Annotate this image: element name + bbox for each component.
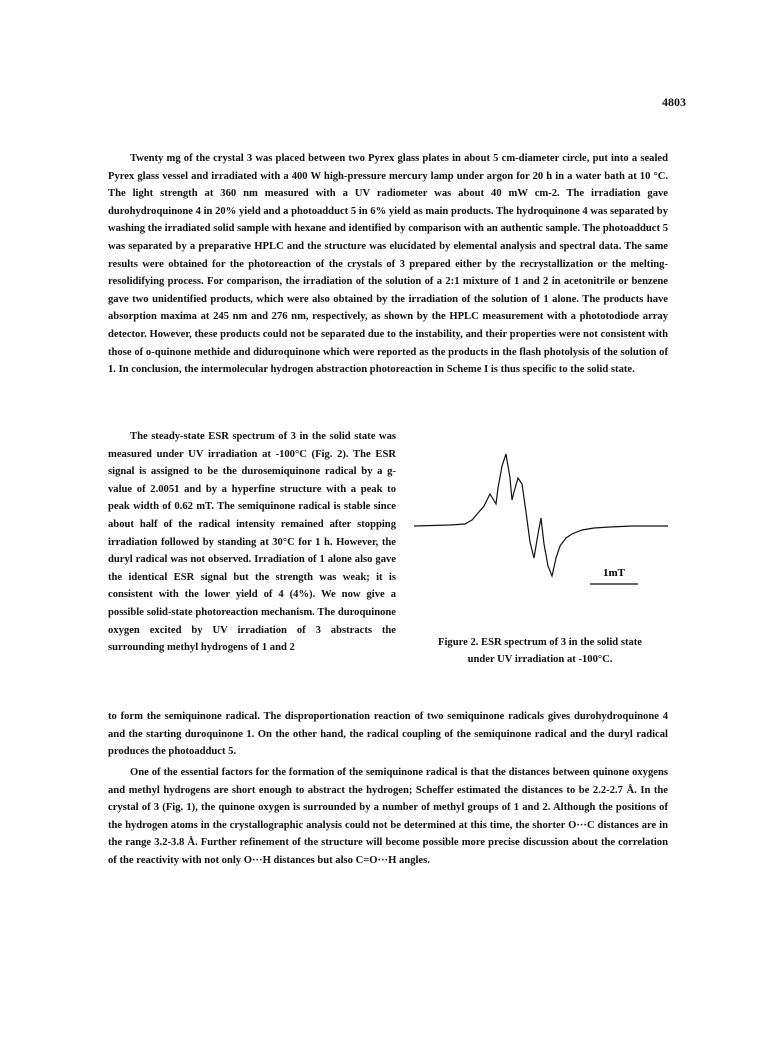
paragraph-2: The steady-state ESR spectrum of 3 in the solid state was measured under UV irradiation at -100°C (Fig. 2). The ESR signal is assigned to be the durosemiquinone radical by a g-value of 2.0051 and by a hyperfine structure with a peak to peak width of 0.62 mT. The semiquinone radical is stable since about half of the radical intensity remained after stopping irradiation followed by standing at 30°C for 1 h. However, the duryl radical was not observed. Irradiation of 1 alone also gave the identical ESR signal but the strength was weak; it is consistent with the lower yield of 4 (4%). We now give a possible solid-state photoreaction mechanism. The duroquinone oxygen excited by UV irradiation of 3 abstracts the surrounding methyl hydrogens of 1 and 2 [108,431,396,654]
scale-label: 1mT [603,567,625,579]
figure-caption [408,634,672,668]
paragraph-1: Twenty mg of the crystal 3 was placed between two Pyrex glass plates in about 5 cm-diameter circle, put into a sealed Pyrex glass vessel and irradiated with a 400 W high-pressure mercury lamp under argon for 20 h in a water bath at 10 °C. The light strength at 360 nm measured with a UV radiometer was about 40 mW cm-2. The irradiation gave durohydroquinone 4 in 20% yield and a photoadduct 5 in 6% yield as main products. The hydroquinone 4 was separated by washing the irradiated solid sample with hexane and identified by comparison with an authentic sample. The photoadduct 5 was separated by a preparative HPLC and the structure was elucidated by elemental analysis and spectral data. The same results were obtained for the photoreaction of the crystals of 3 prepared either by the recrystallization or the melting-resolidifying process. For comparison, the irradiation of the solution of a 2:1 mixture of 1 and 2 in acetonitrile or benzene gave two unidentified products, which were also obtained by the irradiation of the solution of 1 alone. The products have absorption maxima at 245 nm and 276 nm, respectively, as shown by the HPLC measurement with a phototodiode array detector. However, these products could not be separated due to the instability, and their properties were not consistent with those of o-quinone methide and diduroquinone which were reported as the products in the flash photolysis of the solution of 1. In conclusion, the intermolecular hydrogen abstraction photoreaction in Scheme I is thus specific to the solid state. [108,153,668,376]
page-number: 4803 [662,95,686,109]
esr-spectrum-figure [410,448,670,608]
caption-line-1: Figure 2. ESR spectrum of 3 in the solid state [437,637,643,648]
esr-spectrum-plot [410,448,670,608]
esr-spectrum-trace [414,454,668,576]
paragraph-2-continued: to form the semiquinone radical. The disproportionation reaction of two semiquinone radicals gives durohydroquinone 4 and the starting duroquinone 1. On the other hand, the radical coupling of the semiquinone radical and the duryl radical produces the photoadduct 5. [108,711,668,758]
paragraph-3: One of the essential factors for the formation of the semiquinone radical is that the distances between quinone oxygens and methyl hydrogens are short enough to abstract the hydrogen; Scheffer estimated the distances to be 2.2-2.7 Å. In the crystal of 3 (Fig. 1), the quinone oxygen is surrounded by a number of methyl groups of 1 and 2. Although the positions of the hydrogen atoms in the crystallographic analysis could not be determined at this time, the shorter O···C distances are in the range 3.2-3.8 Å. Further refinement of the structure will become possible more precise discussion about the correlation of the reactivity with not only O···H distances but also C=O···H angles. [108,767,668,866]
caption-line-2: under UV irradiation at -100°C. [467,654,613,665]
